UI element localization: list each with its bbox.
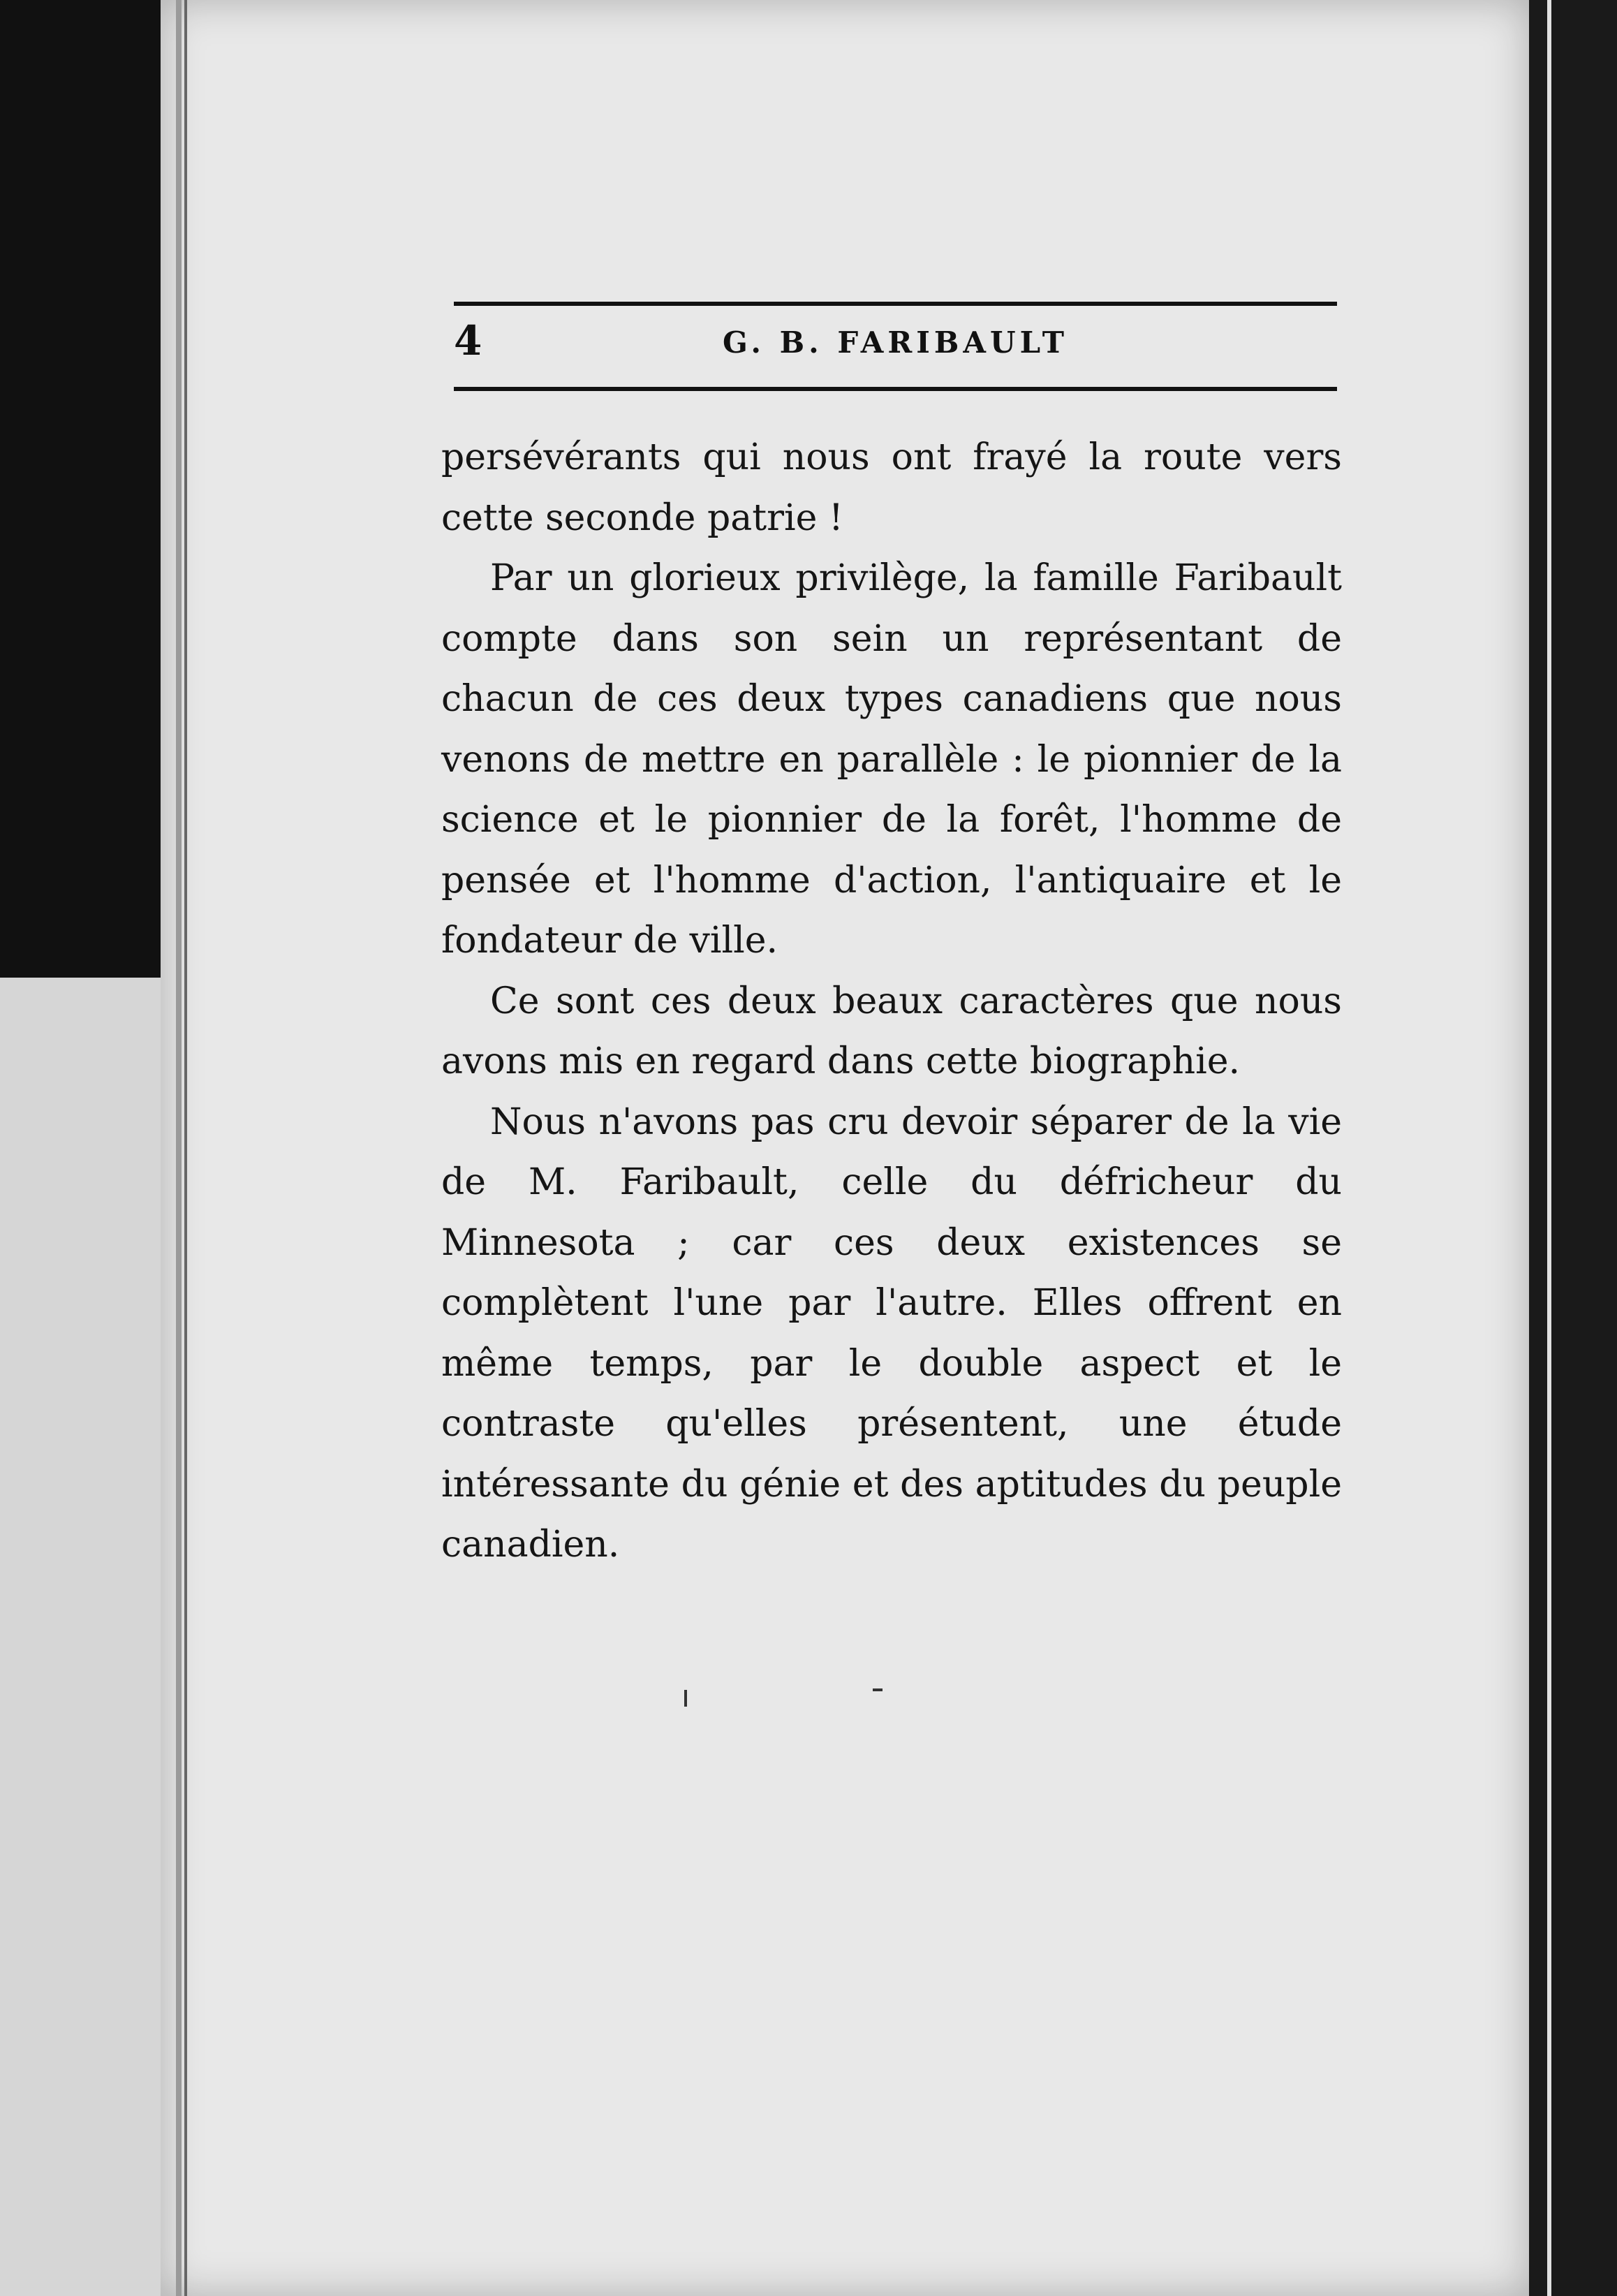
paragraph-2: Par un glorieux privilège, la famille Faribault compte dans son sein un représentant de chacun de ces deux types canadiens que nous venons de mettre en parallèle : le pionnier de la science et le pionnier de la forêt, l'homme de pensée et l'homme d'action, l'antiquaire et le fondateur de ville.	[441, 557, 1342, 962]
header-rule-top	[454, 302, 1337, 306]
right-binding-shadow	[1529, 0, 1617, 2296]
paragraph-1: persévérants qui nous ont frayé la route vers cette seconde patrie !	[441, 436, 1342, 539]
running-header	[454, 302, 1337, 392]
running-title: G. B. FARIBAULT	[723, 325, 1068, 360]
page-edge-line	[176, 0, 182, 2296]
ink-speck	[684, 1690, 687, 1707]
left-margin-shadow	[0, 0, 161, 978]
right-binding-edge	[1547, 0, 1551, 2296]
page-edge-line-inner	[184, 0, 187, 2296]
paragraph-4: Nous n'avons pas cru devoir séparer de la vie de M. Faribault, celle du défricheur du Minnesota ; car ces deux existences se complètent l'une par l'autre. Elles offrent en même temps, par le double aspect et le contraste qu'elles présentent, une étude intéressante du génie et des aptitudes du peuple canadien.	[441, 1101, 1342, 1566]
body-text	[441, 427, 1342, 1575]
ink-speck	[873, 1688, 883, 1691]
page-number: 4	[454, 317, 482, 365]
header-rule-bottom	[454, 387, 1337, 391]
left-margin-paper	[0, 978, 161, 2296]
paragraph-3: Ce sont ces deux beaux caractères que nous avons mis en regard dans cette biographie.	[441, 980, 1342, 1082]
